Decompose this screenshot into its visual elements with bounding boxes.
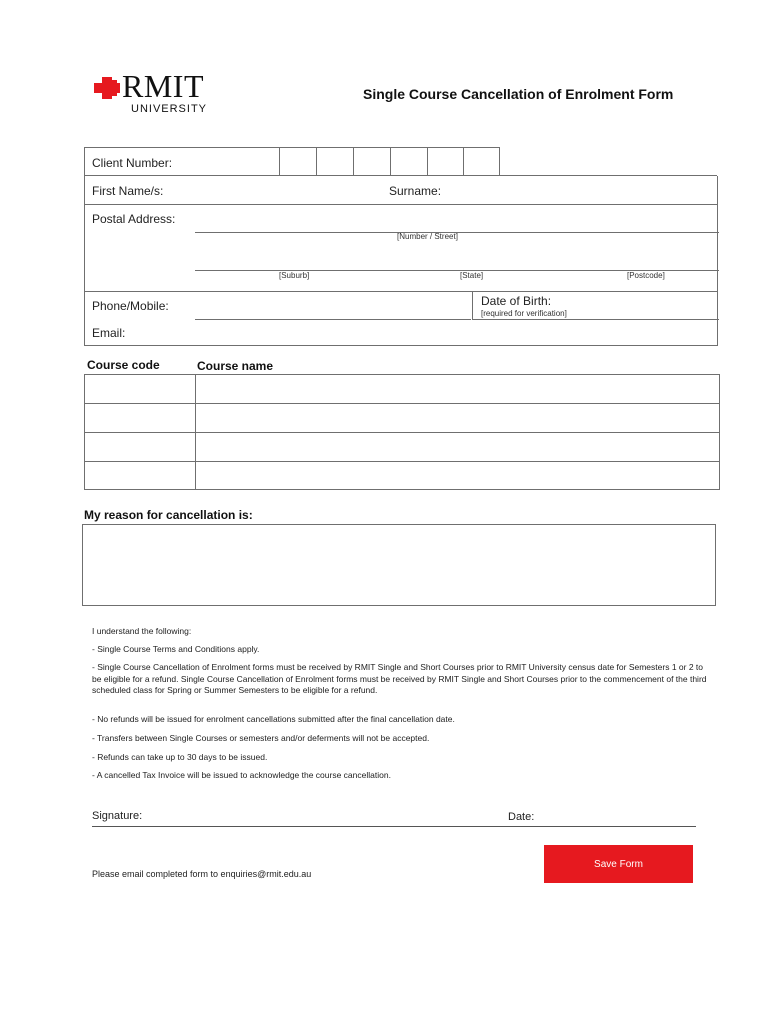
terms-item: - Refunds can take up to 30 days to be issued. — [92, 752, 268, 762]
course-code-input[interactable] — [89, 378, 195, 402]
client-number-digit[interactable] — [279, 148, 316, 176]
state-input[interactable] — [391, 248, 565, 270]
course-code-input[interactable] — [89, 407, 195, 431]
client-number-digit[interactable] — [390, 148, 427, 176]
course-name-input[interactable] — [201, 378, 715, 402]
first-names-input[interactable] — [195, 179, 379, 203]
client-number-edge — [717, 147, 719, 176]
table-row — [85, 375, 719, 404]
brand-subname: UNIVERSITY — [131, 103, 208, 115]
table-row — [85, 462, 719, 491]
phone-dob-divider — [472, 291, 473, 319]
terms-intro: I understand the following: — [92, 626, 192, 636]
client-number-label: Client Number: — [92, 156, 173, 170]
email-input[interactable] — [145, 322, 709, 346]
divider — [85, 204, 717, 205]
course-code-input[interactable] — [89, 465, 195, 489]
dob-label: Date of Birth: — [481, 294, 552, 308]
phone-input[interactable] — [197, 294, 471, 318]
dob-line — [472, 319, 719, 320]
state-hint: [State] — [460, 271, 484, 280]
course-name-input[interactable] — [201, 407, 715, 431]
form-title: Single Course Cancellation of Enrolment Form — [363, 86, 674, 102]
course-table — [84, 374, 720, 490]
terms-item: - A cancelled Tax Invoice will be issued to acknowledge the course cancellation. — [92, 770, 391, 780]
reason-title: My reason for cancellation is: — [84, 508, 253, 522]
client-number-blank — [500, 147, 720, 175]
client-number-digit[interactable] — [316, 148, 353, 176]
course-code-header: Course code — [87, 358, 160, 372]
table-row — [85, 433, 719, 462]
dob-input[interactable] — [585, 294, 715, 318]
terms-item: - Transfers between Single Courses or semesters and/or deferments will not be accepted. — [92, 733, 430, 743]
save-form-button[interactable]: Save Form — [544, 845, 693, 883]
street-input[interactable] — [197, 208, 721, 232]
suburb-input[interactable] — [197, 248, 391, 270]
postal-address-label: Postal Address: — [92, 212, 176, 226]
postcode-input[interactable] — [565, 248, 719, 270]
client-number-digit[interactable] — [427, 148, 464, 176]
date-label: Date: — [508, 811, 535, 823]
terms-item: - Single Course Cancellation of Enrolment forms must be received by RMIT Single and Short Courses prior to RMIT University census date for Semesters 1 or 2 to be eligible for a refund. Single Course Cancellation of Enrolment forms must be received by RMIT Single and Short Courses prior to the commencement of the third scheduled class for Spring or Summer Semesters to be eligible for a refund. — [92, 662, 707, 695]
divider — [85, 175, 717, 176]
reason-textarea[interactable] — [82, 524, 716, 606]
surname-label: Surname: — [389, 184, 442, 198]
table-row — [85, 404, 719, 433]
personal-details-section — [84, 147, 718, 346]
email-note: Please email completed form to enquiries@rmit.edu.au — [92, 869, 312, 879]
course-name-header: Course name — [197, 359, 274, 373]
date-input[interactable] — [542, 806, 696, 828]
signature-label: Signature: — [92, 810, 143, 822]
rmit-pixel-logo-icon — [94, 77, 120, 99]
dob-hint: [required for verification] — [481, 309, 567, 318]
client-number-digit[interactable] — [353, 148, 390, 176]
course-name-input[interactable] — [201, 465, 715, 489]
client-number-digit[interactable] — [463, 148, 500, 176]
number-street-hint: [Number / Street] — [397, 232, 458, 241]
phone-line — [195, 319, 471, 320]
first-names-label: First Name/s: — [92, 184, 164, 198]
email-label: Email: — [92, 326, 126, 340]
terms-item: - No refunds will be issued for enrolment cancellations submitted after the final cancellation date. — [92, 714, 455, 724]
brand-name: RMIT — [122, 68, 204, 104]
terms-item: - Single Course Terms and Conditions apply. — [92, 644, 260, 654]
signature-line — [92, 826, 696, 827]
phone-label: Phone/Mobile: — [92, 299, 169, 313]
postcode-hint: [Postcode] — [627, 271, 665, 280]
signature-input[interactable] — [152, 806, 496, 828]
divider — [85, 291, 717, 292]
course-code-input[interactable] — [89, 436, 195, 460]
surname-input[interactable] — [449, 179, 713, 203]
suburb-hint: [Suburb] — [279, 271, 310, 280]
course-name-input[interactable] — [201, 436, 715, 460]
